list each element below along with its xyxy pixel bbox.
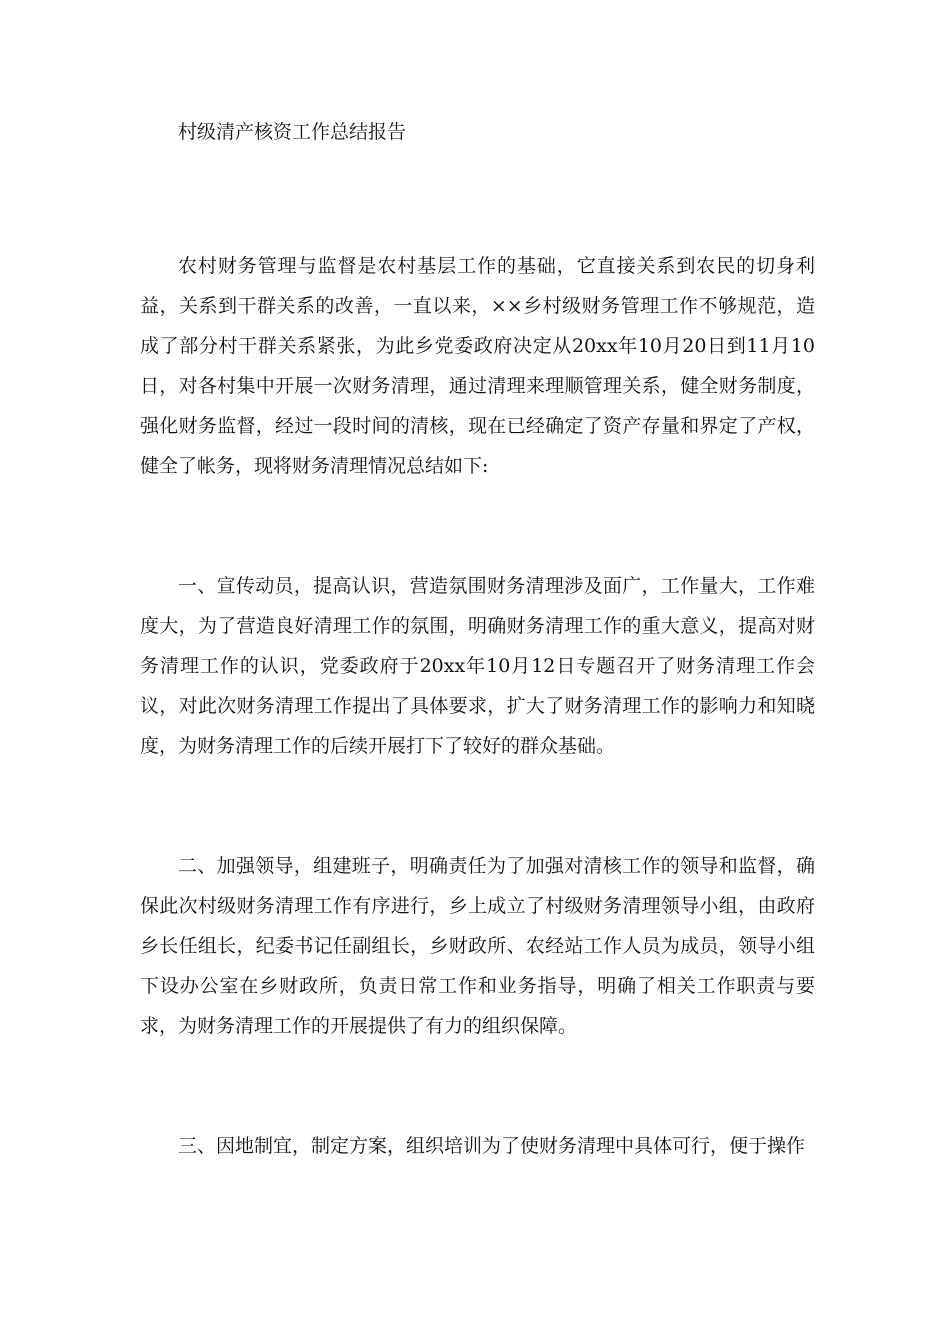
- spacer: [140, 1046, 815, 1126]
- paragraph-section-1: 一、宣传动员，提高认识，营造氛围财务清理涉及面广，工作量大，工作难度大，为了营造良好清理工作的氛围，明确财务清理工作的重大意义，提高对财务清理工作的认识，党委政府于20xx年10月12日专题召开了财务清理工作会议，对此次财务清理工作提出了具体要求，扩大了财务清理工作的影响力和知晓度，为财务清理工作的后续开展打下了较好的群众基础。: [140, 575, 815, 757]
- document-title: 村级清产核资工作总结报告: [178, 121, 407, 143]
- paragraph-section-2: 二、加强领导，组建班子，明确责任为了加强对清核工作的领导和监督，确保此次村级财务清理工作有序进行，乡上成立了村级财务清理领导小组，由政府乡长任组长，纪委书记任副组长，乡财政所、农经站工作人员为成员，领导小组下设办公室在乡财政所，负责日常工作和业务指导，明确了相关工作职责与要求，为财务清理工作的开展提供了有力的组织保障。: [140, 855, 815, 1037]
- spacer: [140, 766, 815, 846]
- paragraph-intro: 农村财务管理与监督是农村基层工作的基础，它直接关系到农民的切身利益，关系到干群关系的改善，一直以来，××乡村级财务管理工作不够规范，造成了部分村干群关系紧张，为此乡党委政府决定从20xx年10月20日到11月10日，对各村集中开展一次财务清理，通过清理来理顺管理关系，健全财务制度，强化财务监督，经过一段时间的清核，现在已经确定了资产存量和界定了产权，健全了帐务，现将财务清理情况总结如下:: [140, 255, 815, 477]
- spacer: [140, 152, 815, 246]
- document-body: [140, 112, 815, 1166]
- spacer: [140, 486, 815, 566]
- paragraph-section-3: 三、因地制宜，制定方案，组织培训为了使财务清理中具体可行，便于操作: [178, 1135, 806, 1157]
